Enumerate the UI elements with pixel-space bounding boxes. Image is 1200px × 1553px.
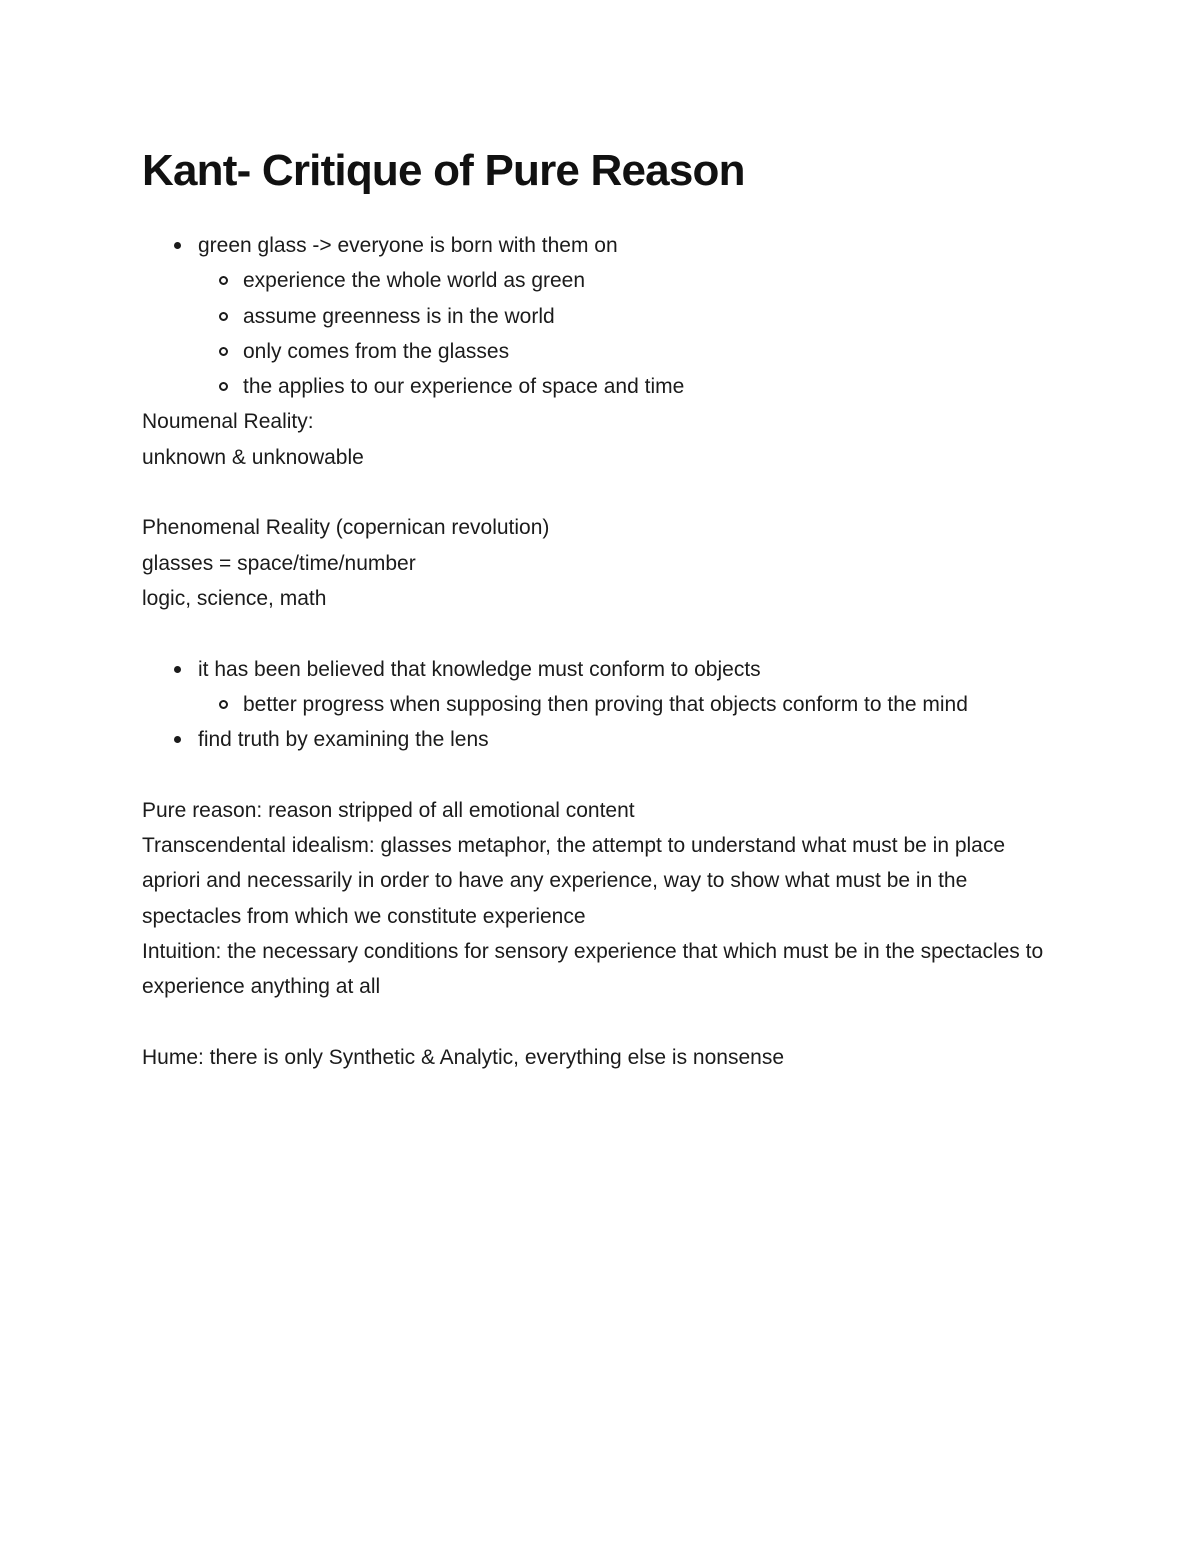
sub-list-item: the applies to our experience of space and time — [198, 369, 1062, 404]
blank-line — [142, 757, 1062, 792]
page-title: Kant- Critique of Pure Reason — [142, 146, 745, 195]
sub-list-item: better progress when supposing then proving that objects conform to the mind — [198, 687, 1062, 722]
bullet-list-knowledge — [142, 652, 1062, 758]
phenomenal-line: glasses = space/time/number — [142, 551, 416, 575]
phenomenal-heading: Phenomenal Reality (copernican revolution) — [142, 516, 550, 540]
blank-line — [142, 616, 1062, 651]
list-item — [142, 652, 1062, 723]
document-page — [142, 140, 1062, 1075]
definition-transcendental-idealism: Transcendental idealism: glasses metaphor, the attempt to understand what must be in place apriori and necessarily in order to have any experience, way to show what must be in the spectacles from which we constitute experience — [142, 834, 1006, 928]
sub-list-item: only comes from the glasses — [198, 334, 1062, 369]
hume-note: Hume: there is only Synthetic & Analytic, everything else is nonsense — [142, 1045, 784, 1069]
list-item — [142, 228, 1062, 404]
noumenal-heading: Noumenal Reality: — [142, 410, 314, 434]
list-item: find truth by examining the lens — [142, 722, 1062, 757]
sub-bullet-list — [198, 687, 1062, 722]
blank-line — [142, 475, 1062, 510]
list-item-text: it has been believed that knowledge must conform to objects — [198, 657, 761, 681]
definition-pure-reason: Pure reason: reason stripped of all emotional content — [142, 798, 635, 822]
bullet-list-glasses — [142, 228, 1062, 404]
definition-intuition: Intuition: the necessary conditions for sensory experience that which must be in the spectacles to experience anything at all — [142, 939, 1044, 999]
sub-list-item: experience the whole world as green — [198, 263, 1062, 298]
list-item-text: green glass -> everyone is born with them on — [198, 234, 618, 257]
blank-line — [142, 1005, 1062, 1040]
document-body — [142, 228, 1062, 1075]
phenomenal-line: logic, science, math — [142, 586, 327, 610]
sub-list-item: assume greenness is in the world — [198, 299, 1062, 334]
noumenal-description: unknown & unknowable — [142, 445, 364, 469]
sub-bullet-list — [198, 263, 1062, 404]
